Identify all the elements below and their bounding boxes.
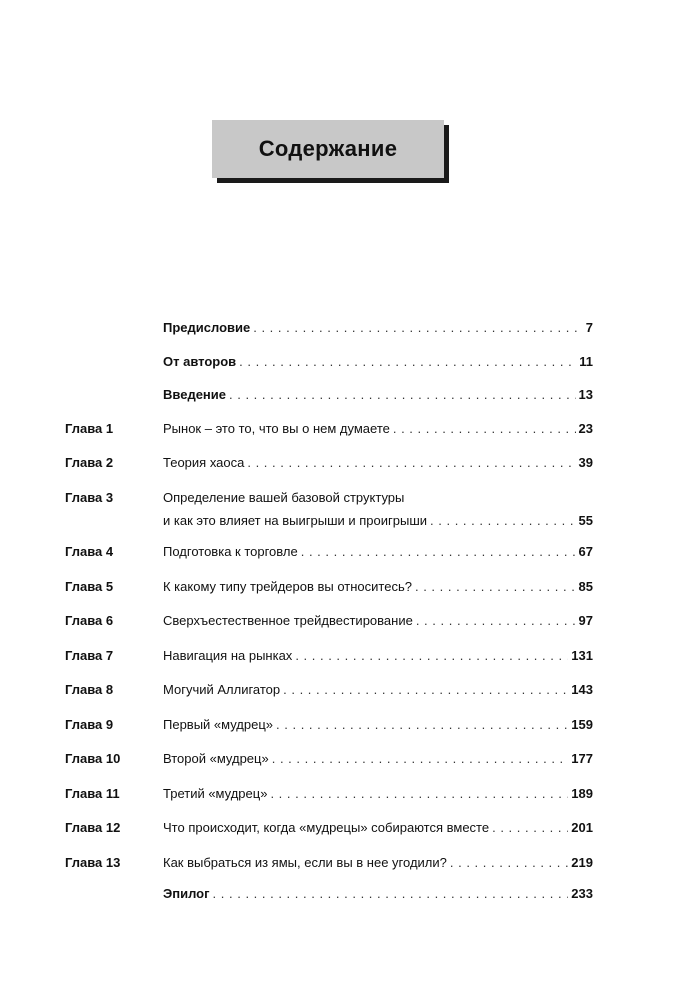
entry-body xyxy=(163,354,593,370)
chapter-label: Глава 10 xyxy=(65,751,121,766)
entry-title: Эпилог xyxy=(163,886,210,901)
entry-title: и как это влияет на выигрыши и проигрыши xyxy=(163,513,428,528)
entry-title: Могучий Аллигатор xyxy=(163,682,281,697)
entry-body xyxy=(163,751,593,767)
entry-title: Первый «мудрец» xyxy=(163,717,274,732)
entry-line xyxy=(163,613,593,629)
page-number: 85 xyxy=(578,579,593,594)
entry-title: Рынок – это то, что вы о нем думаете xyxy=(163,421,390,436)
chapter-label: Глава 7 xyxy=(65,648,114,663)
entry-line xyxy=(163,490,593,506)
chapter-label: Глава 6 xyxy=(65,613,114,628)
chapter-label: Глава 12 xyxy=(65,820,121,835)
entry-line xyxy=(163,513,593,529)
entry-line xyxy=(163,354,593,370)
entry-line xyxy=(163,387,593,403)
dot-leader xyxy=(276,717,568,733)
dot-leader xyxy=(415,579,576,595)
dot-leader xyxy=(416,613,576,629)
page-number: 131 xyxy=(571,648,593,663)
entry-line xyxy=(163,786,593,802)
entry-title: Как выбраться из ямы, если вы в нее угодили? xyxy=(163,855,447,870)
entry-body xyxy=(163,455,593,471)
chapter-label: Глава 1 xyxy=(65,421,114,436)
page-number: 233 xyxy=(571,886,593,901)
chapter-label: Глава 4 xyxy=(65,544,114,559)
entry-line xyxy=(163,320,593,336)
chapter-label: Глава 8 xyxy=(65,682,114,697)
page-number: 55 xyxy=(578,513,593,528)
entry-title: Что происходит, когда «мудрецы» собираются вместе xyxy=(163,820,490,835)
dot-leader xyxy=(229,387,576,403)
page-number: 189 xyxy=(571,786,593,801)
entry-body xyxy=(163,579,593,595)
chapter-label: Глава 11 xyxy=(65,786,120,801)
dot-leader xyxy=(247,455,575,471)
dot-leader xyxy=(301,544,576,560)
page-title: Содержание xyxy=(258,136,398,161)
entry-line xyxy=(163,455,593,471)
entry-body xyxy=(163,320,593,336)
page-number: 177 xyxy=(571,751,593,766)
page-number: 97 xyxy=(578,613,593,628)
dot-leader xyxy=(253,320,583,336)
entry-body xyxy=(163,544,593,560)
dot-leader xyxy=(393,421,576,437)
entry-title: К какому типу трейдеров вы относитесь? xyxy=(163,579,412,594)
entry-title: Подготовка к торговле xyxy=(163,544,298,559)
dot-leader xyxy=(270,786,568,802)
entry-line xyxy=(163,751,593,767)
page-number: 219 xyxy=(571,855,593,870)
entry-line xyxy=(163,682,593,698)
page-number: 67 xyxy=(578,544,593,559)
entry-body xyxy=(163,717,593,733)
entry-line xyxy=(163,544,593,560)
entry-title: Теория хаоса xyxy=(163,455,245,470)
entry-body xyxy=(163,786,593,802)
entry-body xyxy=(163,613,593,629)
entry-line xyxy=(163,717,593,733)
page-number: 23 xyxy=(578,421,593,436)
dot-leader xyxy=(213,886,569,902)
entry-body xyxy=(163,648,593,664)
page-number: 7 xyxy=(585,320,593,335)
entry-title: От авторов xyxy=(163,354,237,369)
entry-body xyxy=(163,387,593,403)
entry-title: Сверхъестественное трейдвестирование xyxy=(163,613,413,628)
chapter-label: Глава 9 xyxy=(65,717,114,732)
entry-body xyxy=(163,886,593,902)
chapter-label: Глава 13 xyxy=(65,855,121,870)
entry-title: Введение xyxy=(163,387,226,402)
dot-leader xyxy=(450,855,568,871)
chapter-label: Глава 3 xyxy=(65,490,114,505)
entry-title: Третий «мудрец» xyxy=(163,786,268,801)
entry-line xyxy=(163,855,593,871)
entry-line xyxy=(163,820,593,836)
entry-line xyxy=(163,421,593,437)
entry-body xyxy=(163,820,593,836)
entry-line xyxy=(163,886,593,902)
chapter-label: Глава 2 xyxy=(65,455,114,470)
entry-body xyxy=(163,421,593,437)
page-number: 13 xyxy=(578,387,593,402)
page-number: 201 xyxy=(571,820,593,835)
entry-title: Навигация на рынках xyxy=(163,648,293,663)
page-number: 159 xyxy=(571,717,593,732)
dot-leader xyxy=(492,820,568,836)
entry-title: Определение вашей базовой структуры xyxy=(163,490,405,505)
page-number: 39 xyxy=(578,455,593,470)
dot-leader xyxy=(283,682,568,698)
dot-leader xyxy=(272,751,569,767)
entry-line xyxy=(163,648,593,664)
entry-line xyxy=(163,579,593,595)
entry-title: Второй «мудрец» xyxy=(163,751,269,766)
chapter-label: Глава 5 xyxy=(65,579,114,594)
dot-leader xyxy=(430,513,576,529)
page-number: 143 xyxy=(571,682,593,697)
entry-body xyxy=(163,855,593,871)
entry-body xyxy=(163,682,593,698)
dot-leader xyxy=(239,354,576,370)
entry-body xyxy=(163,490,593,529)
entry-title: Предисловие xyxy=(163,320,251,335)
dot-leader xyxy=(295,648,568,664)
page-number: 11 xyxy=(579,354,593,369)
